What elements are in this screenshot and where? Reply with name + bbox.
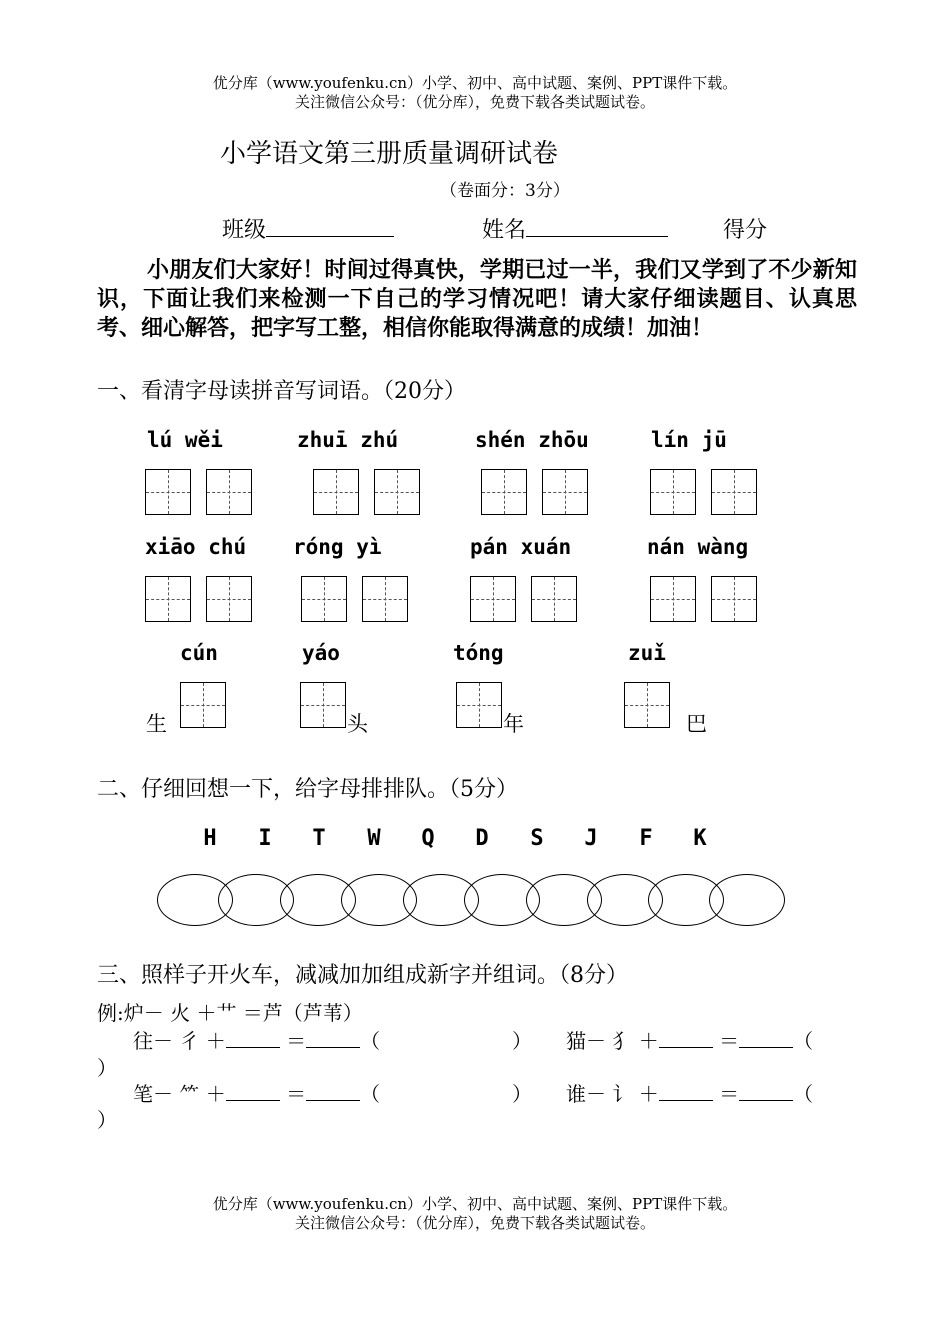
section3-example: 例:炉－ 火 ＋艹 ＝芦（芦苇） bbox=[97, 1001, 363, 1025]
pinyin-tong: tóng bbox=[453, 641, 504, 665]
tianzige-box[interactable] bbox=[650, 469, 696, 515]
pinyin-cun: cún bbox=[180, 641, 218, 665]
tianzige-box[interactable] bbox=[624, 682, 670, 728]
letter-k: K bbox=[693, 826, 707, 851]
pinyin-nan-wang: nán wàng bbox=[647, 535, 749, 559]
item-shui: 谁－ 讠 ＋ ＝ （ bbox=[566, 1082, 814, 1106]
pinyin-yao: yáo bbox=[302, 641, 340, 665]
pinyin-pan-xuan: pán xuán bbox=[470, 535, 572, 559]
class-label: 班级 bbox=[222, 218, 267, 243]
letter-j: J bbox=[584, 826, 598, 851]
tianzige-box[interactable] bbox=[301, 576, 347, 622]
tianzige-box[interactable] bbox=[650, 576, 696, 622]
tianzige-box[interactable] bbox=[145, 576, 191, 622]
section1-title: 一、看清字母读拼音写词语。（20分） bbox=[97, 379, 466, 404]
tianzige-box[interactable] bbox=[362, 576, 408, 622]
answer-oval[interactable] bbox=[709, 874, 785, 926]
char-ba: 巴 bbox=[686, 712, 707, 736]
answer-blank[interactable] bbox=[306, 1029, 360, 1048]
tianzige-box[interactable] bbox=[531, 576, 577, 622]
letter-w: W bbox=[367, 826, 381, 851]
footer-line-1: 优分库（www.youfenku.cn）小学、初中、高中试题、案例、PPT课件下载。 bbox=[212, 1195, 738, 1213]
class-field bbox=[222, 213, 394, 244]
item-bi: 笔－ ⺮ ＋ ＝ （ bbox=[133, 1082, 381, 1106]
pinyin-lu-wei: lú wěi bbox=[147, 428, 223, 452]
rparen: ） bbox=[97, 1108, 117, 1132]
letter-f: F bbox=[639, 826, 653, 851]
letter-d: D bbox=[475, 826, 489, 851]
tianzige-box[interactable] bbox=[374, 469, 420, 515]
tianzige-box[interactable] bbox=[711, 469, 757, 515]
item-mao: 猫－ 犭 ＋ ＝ （ bbox=[566, 1029, 814, 1053]
pinyin-xiao-chu: xiāo chú bbox=[145, 535, 247, 559]
intro-paragraph: 小朋友们大家好！时间过得真快，学期已过一半，我们又学到了不少新知识，下面让我们来检测一下自己的学习情况吧！请大家仔细读题目、认真思考、细心解答，把字写工整，相信你能取得满意的成绩！加油！ bbox=[97, 258, 857, 341]
header-line-1: 优分库（www.youfenku.cn）小学、初中、高中试题、案例、PPT课件下载。 bbox=[212, 74, 738, 92]
answer-blank[interactable] bbox=[659, 1082, 713, 1101]
answer-blank[interactable] bbox=[659, 1029, 713, 1048]
section3-title: 三、照样子开火车，减减加加组成新字并组词。（8分） bbox=[97, 963, 628, 988]
tianzige-box[interactable] bbox=[711, 576, 757, 622]
char-tou: 头 bbox=[347, 712, 368, 736]
section2-title: 二、仔细回想一下，给字母排排队。（5分） bbox=[97, 777, 518, 802]
radical: 讠 bbox=[612, 1082, 633, 1106]
radical: 犭 bbox=[612, 1029, 633, 1053]
name-field bbox=[482, 213, 668, 244]
tianzige-box[interactable] bbox=[456, 682, 502, 728]
pinyin-zhui-zhu: zhuī zhú bbox=[297, 428, 399, 452]
item-wang: 往－ 彳 ＋ ＝ （ bbox=[133, 1029, 381, 1053]
footer-line-2: 关注微信公众号：（优分库），免费下载各类试题试卷。 bbox=[294, 1214, 655, 1232]
pinyin-zui: zuǐ bbox=[628, 641, 666, 665]
char-nian: 年 bbox=[503, 712, 524, 736]
letter-i: I bbox=[258, 826, 272, 851]
tianzige-box[interactable] bbox=[470, 576, 516, 622]
tianzige-box[interactable] bbox=[206, 576, 252, 622]
radical: ⺮ bbox=[179, 1082, 200, 1106]
class-blank[interactable] bbox=[266, 214, 394, 237]
rparen: ） bbox=[512, 1029, 532, 1053]
page-title: 小学语文第三册质量调研试卷 bbox=[220, 139, 559, 169]
tianzige-box[interactable] bbox=[180, 682, 226, 728]
tianzige-box[interactable] bbox=[206, 469, 252, 515]
score-label: 得分 bbox=[723, 218, 768, 243]
rparen: ） bbox=[97, 1056, 117, 1080]
letter-q: Q bbox=[421, 826, 435, 851]
pinyin-lin-ju: lín jū bbox=[651, 428, 727, 452]
radical: 彳 bbox=[179, 1029, 200, 1053]
pinyin-shen-zhou: shén zhōu bbox=[475, 428, 589, 452]
answer-blank[interactable] bbox=[226, 1029, 280, 1048]
tianzige-box[interactable] bbox=[300, 682, 346, 728]
name-blank[interactable] bbox=[526, 214, 668, 237]
tianzige-box[interactable] bbox=[145, 469, 191, 515]
tianzige-box[interactable] bbox=[481, 469, 527, 515]
answer-blank[interactable] bbox=[739, 1029, 793, 1048]
score-note: （卷面分：3分） bbox=[440, 181, 570, 201]
answer-blank[interactable] bbox=[226, 1082, 280, 1101]
answer-blank[interactable] bbox=[739, 1082, 793, 1101]
name-label: 姓名 bbox=[482, 218, 527, 243]
letter-t: T bbox=[312, 826, 326, 851]
tianzige-box[interactable] bbox=[542, 469, 588, 515]
header-line-2: 关注微信公众号：（优分库），免费下载各类试题试卷。 bbox=[294, 93, 655, 111]
rparen: ） bbox=[512, 1082, 532, 1106]
char-sheng: 生 bbox=[146, 712, 167, 736]
letter-s: S bbox=[530, 826, 544, 851]
letter-h: H bbox=[203, 826, 217, 851]
tianzige-box[interactable] bbox=[313, 469, 359, 515]
pinyin-rong-yi: róng yì bbox=[293, 535, 382, 559]
answer-blank[interactable] bbox=[306, 1082, 360, 1101]
